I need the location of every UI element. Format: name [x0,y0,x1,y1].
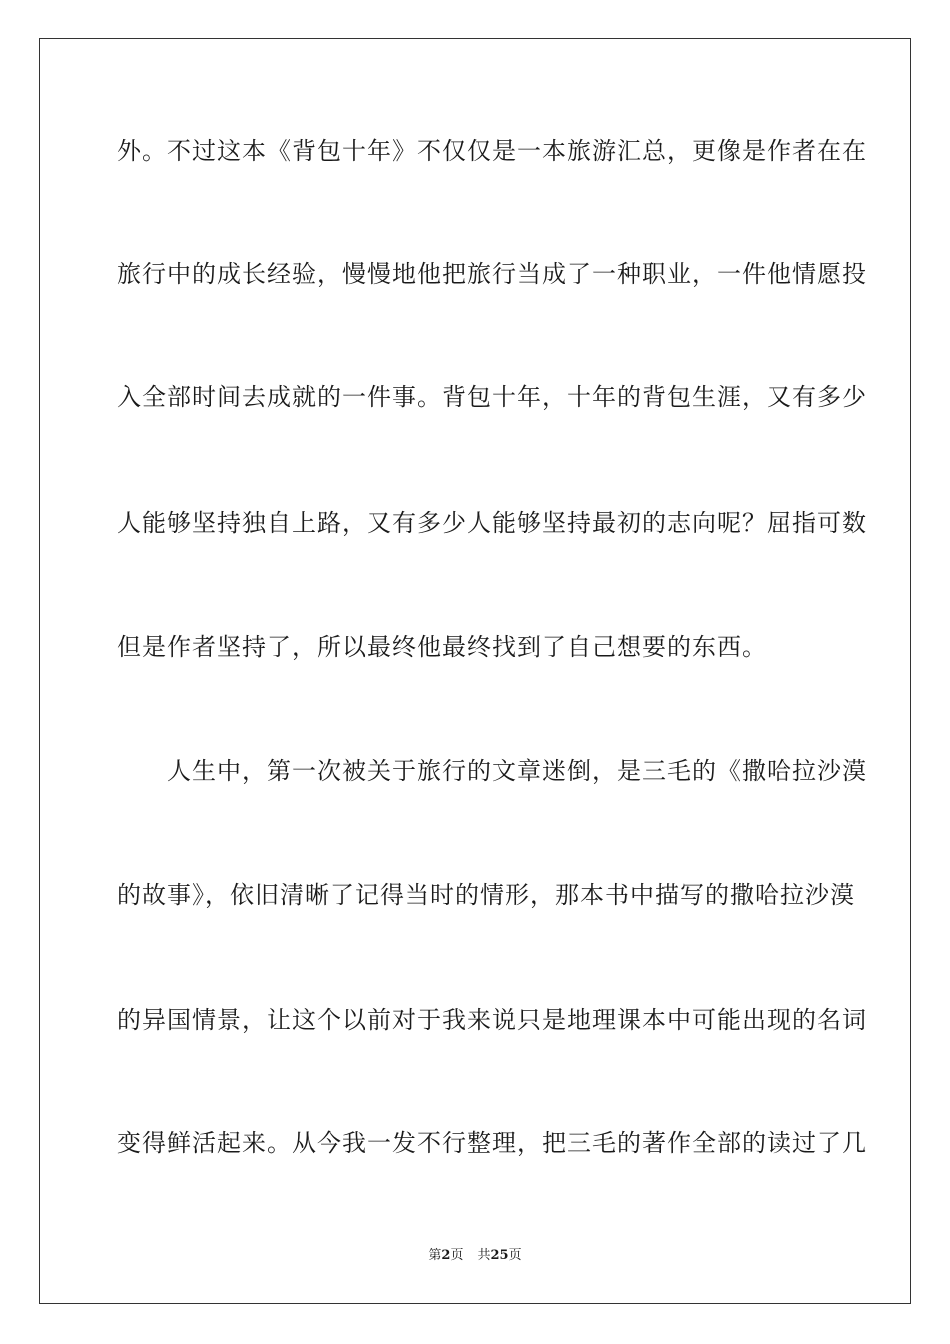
body-line: 人生中，第一次被关于旅行的文章迷倒，是三毛的《撒哈拉沙漠 [117,757,867,785]
page-prefix: 第 [428,1248,442,1263]
body-line: 入全部时间去成就的一件事。背包十年，十年的背包生涯，又有多少 [117,383,867,411]
total-prefix: 共 [477,1248,491,1263]
body-line: 外。不过这本《背包十年》不仅仅是一本旅游汇总，更像是作者在在 [117,137,867,165]
body-line: 人能够坚持独自上路，又有多少人能够坚持最初的志向呢？屈指可数 [117,509,867,537]
body-line: 但是作者坚持了，所以最终他最终找到了自己想要的东西。 [117,633,767,661]
page-footer [0,1246,950,1266]
total-suffix: 页 [508,1248,522,1263]
page-border [39,38,911,1304]
body-line: 的异国情景，让这个以前对于我来说只是地理课本中可能出现的名词 [117,1006,867,1034]
page-suffix: 页 [450,1248,464,1263]
page-number: 2 [441,1248,451,1263]
total-pages: 25 [490,1248,509,1263]
body-line: 的故事》，依旧清晰了记得当时的情形，那本书中描写的撒哈拉沙漠 [117,881,855,909]
body-line: 旅行中的成长经验，慢慢地他把旅行当成了一种职业，一件他情愿投 [117,260,867,288]
body-line: 变得鲜活起来。从今我一发不行整理，把三毛的著作全部的读过了几 [117,1129,867,1157]
